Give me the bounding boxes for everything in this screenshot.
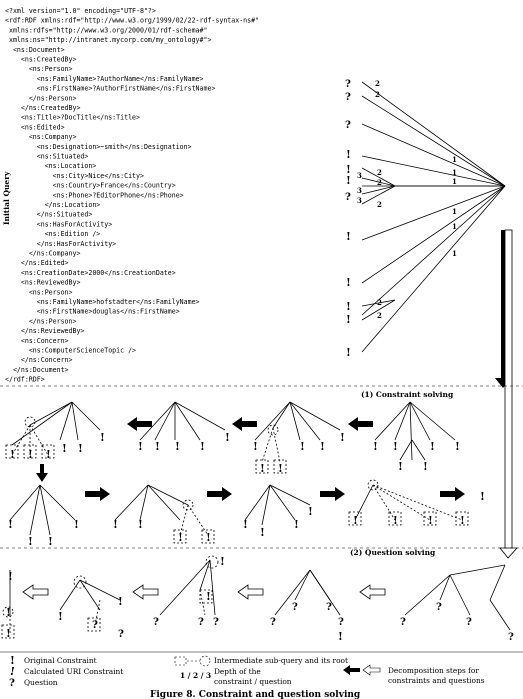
xml-line: <ns:FamilyName>?AuthorName</ns:FamilyName> bbox=[5, 74, 204, 83]
constraint-mark: ! bbox=[113, 518, 118, 531]
xml-line: </ns:Company> bbox=[5, 249, 81, 258]
constraint-mark: ! bbox=[346, 276, 351, 289]
constraint-mark: ! bbox=[178, 531, 183, 544]
constraint-mark: ! bbox=[46, 448, 51, 461]
question-label: Question bbox=[24, 678, 58, 687]
constraint-mark: ! bbox=[346, 230, 351, 243]
xml-line: </ns:Edited> bbox=[5, 259, 69, 268]
initial-query-tree bbox=[362, 82, 505, 352]
subquery-label: Intermediate sub-query and its root bbox=[214, 656, 348, 665]
constraint-mark: ! bbox=[260, 526, 265, 539]
question-mark: ? bbox=[270, 617, 276, 628]
depth-label: 2 bbox=[377, 298, 382, 307]
constraint-mark: ! bbox=[138, 440, 143, 453]
constraint-mark: ! bbox=[8, 518, 13, 531]
depth-label: 3 bbox=[357, 186, 362, 195]
xml-line: <ns:HasForActivity> bbox=[5, 220, 113, 229]
xml-line: </ns:HasForActivity> bbox=[5, 239, 117, 248]
depth-label: 2 bbox=[377, 200, 382, 209]
constraint-mark: ! bbox=[200, 440, 205, 453]
depth-label: 1 bbox=[452, 168, 457, 177]
question-solving-row bbox=[2, 556, 510, 638]
depth-label-line1: Depth of the bbox=[214, 667, 261, 676]
hollow-arrow-icon bbox=[363, 665, 380, 675]
figure-caption: Figure 8. Constraint and question solving bbox=[150, 690, 361, 699]
constraint-mark: ! bbox=[346, 313, 351, 326]
constraint-mark: ! bbox=[423, 460, 428, 473]
xml-line: <ns:Concern> bbox=[5, 336, 69, 345]
constraint-mark: ! bbox=[346, 163, 351, 176]
constraint-mark: ! bbox=[6, 606, 11, 619]
depth-symbol: 1 / 2 / 3 bbox=[180, 671, 212, 680]
xml-line: </rdf:RDF> bbox=[5, 375, 45, 384]
constraint-mark: ! bbox=[206, 590, 211, 603]
constraint-mark: ! bbox=[428, 514, 433, 527]
xml-line: <ns:Person> bbox=[5, 65, 73, 74]
decomposition-label-line1: Decomposition steps for bbox=[388, 666, 479, 675]
xml-line: <ns:ComputerScienceTopic /> bbox=[5, 346, 137, 355]
constraint-mark: ! bbox=[300, 440, 305, 453]
constraint-mark: ! bbox=[278, 462, 283, 475]
solid-arrow-icon bbox=[343, 665, 360, 675]
constraint-mark: ! bbox=[373, 440, 378, 453]
constraint-mark: ! bbox=[346, 148, 351, 161]
original-constraint-symbol: ! bbox=[10, 654, 15, 667]
constraint-mark: ! bbox=[398, 460, 403, 473]
initial-query-label: Initial Query bbox=[2, 171, 11, 225]
xml-query-block bbox=[5, 7, 259, 384]
constraint-mark: ! bbox=[58, 610, 63, 623]
xml-line: xmlns:rdfs="http://www.w3.org/2000/01/rdf-schema#" bbox=[5, 26, 208, 35]
constraint-mark: ! bbox=[62, 442, 67, 455]
constraint-mark: ! bbox=[206, 531, 211, 544]
original-constraint-label: Original Constraint bbox=[24, 656, 97, 665]
constraint-solving-label: (1) Constraint solving bbox=[361, 390, 454, 399]
constraint-mark: ! bbox=[118, 595, 123, 608]
question-mark: ? bbox=[213, 617, 219, 628]
depth-label: 2 bbox=[377, 311, 382, 320]
xml-line: </ns:Person> bbox=[5, 94, 77, 103]
legend bbox=[9, 654, 485, 689]
xml-line: <ns:Edition /> bbox=[5, 230, 101, 239]
constraint-mark: ! bbox=[225, 431, 230, 444]
xml-line: <ns:Location> bbox=[5, 162, 97, 171]
question-mark: ? bbox=[466, 617, 472, 628]
subquery-box-icon bbox=[175, 657, 186, 665]
constraint-mark: ! bbox=[28, 448, 33, 461]
constraint-mark: ! bbox=[320, 440, 325, 453]
question-mark: ? bbox=[198, 617, 204, 628]
constraint-mark: ! bbox=[346, 174, 351, 187]
constraint-mark: ! bbox=[353, 514, 358, 527]
question-mark: ? bbox=[508, 632, 514, 643]
constraint-mark: ! bbox=[253, 440, 258, 453]
xml-line: </ns:Document> bbox=[5, 365, 69, 374]
xml-line: </ns:ReviewedBy> bbox=[5, 327, 85, 336]
xml-line: <rdf:RDF xmlns:rdf="http://www.w3.org/1999/02/22-rdf-syntax-ns#" bbox=[5, 16, 260, 25]
xml-line: xmlns:ns="http://intranet.mycorp.com/my_ontology#"> bbox=[5, 36, 212, 45]
depth-label: 2 bbox=[377, 178, 382, 187]
constraint-mark: ! bbox=[10, 448, 15, 461]
constraint-mark: ! bbox=[175, 440, 180, 453]
depth-label: 1 bbox=[452, 207, 457, 216]
constraint-mark: ! bbox=[460, 514, 465, 527]
xml-line: </ns:Situated> bbox=[5, 210, 93, 219]
depth-label: 1 bbox=[452, 249, 457, 258]
constraint-solving-row-1 bbox=[6, 402, 455, 473]
question-mark: ? bbox=[153, 617, 159, 628]
xml-line: <ns:FirstName>?AuthorFirstName</ns:FirstName> bbox=[5, 84, 216, 93]
constraint-mark: ! bbox=[340, 431, 345, 444]
xml-line: <ns:CreatedBy> bbox=[5, 55, 77, 64]
decomposition-label-line2: constraints and questions bbox=[388, 676, 485, 685]
question-mark: ? bbox=[92, 620, 98, 631]
question-mark: ? bbox=[345, 192, 351, 203]
depth-label: 2 bbox=[375, 90, 380, 99]
depth-label: 1 bbox=[452, 177, 457, 186]
constraint-mark: ! bbox=[138, 518, 143, 531]
constraint-mark: ! bbox=[338, 630, 343, 643]
depth-label-line2: constraint / question bbox=[214, 677, 292, 686]
depth-label: 3 bbox=[357, 196, 362, 205]
depth-label: 2 bbox=[377, 168, 382, 177]
constraint-mark: ! bbox=[243, 518, 248, 531]
xml-line: <ns:Situated> bbox=[5, 152, 89, 161]
xml-line: <ns:ReviewedBy> bbox=[5, 278, 81, 287]
xml-line: <ns:Document> bbox=[5, 45, 65, 54]
constraint-mark: ! bbox=[480, 490, 485, 503]
calculated-uri-symbol: ! bbox=[10, 665, 15, 678]
question-mark: ? bbox=[345, 120, 351, 131]
question-mark: ? bbox=[338, 617, 344, 628]
constraint-mark: ! bbox=[346, 346, 351, 359]
constraint-mark: ! bbox=[455, 440, 460, 453]
constraint-mark: ! bbox=[430, 440, 435, 453]
constraint-solving-row-2 bbox=[10, 480, 468, 543]
xml-line: <ns:Person> bbox=[5, 288, 73, 297]
question-mark: ? bbox=[292, 602, 298, 613]
subquery-root-icon bbox=[200, 656, 210, 666]
xml-line: <ns:Country>France</ns:Country> bbox=[5, 181, 176, 190]
constraint-mark: ! bbox=[8, 570, 13, 583]
question-mark: ? bbox=[326, 602, 332, 613]
depth-label: 1 bbox=[452, 222, 457, 231]
constraint-solving-row-1-arrows bbox=[127, 417, 373, 431]
depth-label: 1 bbox=[452, 155, 457, 164]
xml-line: <ns:FamilyName>hofstadter</ns:FamilyName> bbox=[5, 298, 200, 306]
constraint-mark: ! bbox=[6, 627, 11, 640]
constraint-mark: ! bbox=[100, 431, 105, 444]
question-mark: ? bbox=[345, 92, 351, 103]
xml-line: </ns:Person> bbox=[5, 317, 77, 326]
constraint-mark: ! bbox=[78, 442, 83, 455]
question-solving-label: (2) Question solving bbox=[350, 548, 436, 557]
xml-line: <ns:Phone>?EditorPhone</ns:Phone> bbox=[5, 191, 184, 200]
constraint-mark: ! bbox=[393, 514, 398, 527]
vertical-flow-arrows bbox=[495, 230, 517, 558]
xml-line: <ns:Edited> bbox=[5, 123, 65, 132]
xml-line: </ns:Concern> bbox=[5, 356, 73, 365]
xml-line: <ns:FirstName>douglas</ns:FirstName> bbox=[5, 307, 180, 316]
constraint-mark: ! bbox=[294, 518, 299, 531]
xml-line: <ns:City>Nice</ns:City> bbox=[5, 171, 144, 180]
constraint-mark: ! bbox=[155, 440, 160, 453]
question-mark: ? bbox=[118, 629, 124, 640]
xml-line: <ns:Title>?DocTitle</ns:Title> bbox=[5, 113, 140, 122]
calculated-uri-label: Calculated URI Constraint bbox=[24, 667, 124, 676]
constraint-mark: ! bbox=[260, 462, 265, 475]
xml-line: </ns:CreatedBy> bbox=[5, 104, 81, 112]
constraint-mark: ! bbox=[28, 535, 33, 548]
constraint-mark: ! bbox=[48, 535, 53, 548]
xml-line: <?xml version="1.0" encoding="UTF-8"?> bbox=[5, 7, 156, 15]
xml-line: </ns:Location> bbox=[5, 201, 101, 209]
question-mark: ? bbox=[345, 79, 351, 90]
constraint-mark: ! bbox=[308, 505, 313, 518]
constraint-mark: ! bbox=[393, 440, 398, 453]
depth-label: 3 bbox=[357, 171, 362, 180]
xml-line: <ns:Designation>~smith</ns:Designation> bbox=[5, 142, 192, 151]
question-mark: ? bbox=[400, 617, 406, 628]
constraint-mark: ! bbox=[220, 555, 225, 568]
tree-leaf-marks bbox=[6, 431, 514, 643]
xml-line: <ns:CreationDate>2000</ns:CreationDate> bbox=[5, 268, 176, 277]
question-symbol: ? bbox=[9, 678, 15, 689]
depth-label: 2 bbox=[375, 79, 380, 88]
question-mark: ? bbox=[436, 602, 442, 613]
constraint-mark: ! bbox=[74, 518, 79, 531]
xml-line: <ns:Company> bbox=[5, 133, 77, 142]
constraint-mark: ! bbox=[346, 300, 351, 313]
